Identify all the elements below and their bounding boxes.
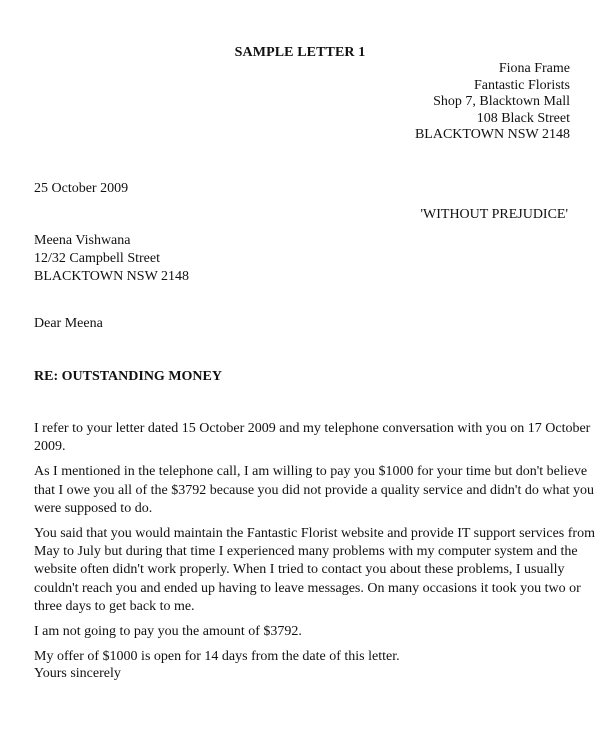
closing-line: Yours sincerely <box>34 666 121 681</box>
without-prejudice-notice: 'WITHOUT PREJUDICE' <box>420 207 568 222</box>
body-line: website often didn't work properly. When I tried to contact you about these problems, I usually <box>34 562 565 578</box>
sender-address-line-3: BLACKTOWN NSW 2148 <box>414 127 570 143</box>
letter-body <box>34 420 595 673</box>
subject-line: RE: OUTSTANDING MONEY <box>34 369 222 384</box>
body-line: You said that you would maintain the Fantastic Florist website and provide IT support services from <box>34 526 595 542</box>
sender-business: Fantastic Florists <box>473 77 570 93</box>
recipient-name: Meena Vishwana <box>34 233 131 248</box>
salutation: Dear Meena <box>34 316 103 331</box>
sender-address-line-2: 108 Black Street <box>476 110 570 126</box>
recipient-address-line-2: BLACKTOWN NSW 2148 <box>34 269 190 284</box>
recipient-address-line-1: 12/32 Campbell Street <box>34 251 160 266</box>
body-paragraph <box>34 463 595 518</box>
body-line: As I mentioned in the telephone call, I am willing to pay you $1000 for your time but don't believe <box>34 464 588 480</box>
sender-address-block <box>415 61 570 144</box>
body-paragraph <box>34 525 595 616</box>
sender-name: Fiona Frame <box>498 61 570 76</box>
body-line: I am not going to pay you the amount of $3792. <box>34 624 302 640</box>
body-paragraph <box>34 648 574 666</box>
sender-address-line-1: Shop 7, Blacktown Mall <box>433 94 570 110</box>
letter-title: SAMPLE LETTER 1 <box>234 45 366 60</box>
body-line: three days to get back to me. <box>34 598 195 614</box>
body-line: May to July but during that time I experienced many problems with my computer system and the <box>34 544 578 560</box>
body-paragraph <box>34 420 591 456</box>
body-line: that I owe you all of the $3792 because you did not provide a quality service and didn't do what you <box>34 482 595 498</box>
body-line: I refer to your letter dated 15 October 2009 and my telephone conversation with you on 17 October <box>34 421 591 436</box>
body-line: 2009. <box>34 439 66 455</box>
body-line: were supposed to do. <box>34 500 153 516</box>
body-line: couldn't reach you and ended up having to leave messages. On many occasions it took you two or <box>34 580 581 596</box>
letter-date: 25 October 2009 <box>34 181 129 196</box>
body-paragraph <box>34 623 574 641</box>
body-line: My offer of $1000 is open for 14 days from the date of this letter. <box>34 649 400 665</box>
recipient-address-block <box>34 232 189 286</box>
